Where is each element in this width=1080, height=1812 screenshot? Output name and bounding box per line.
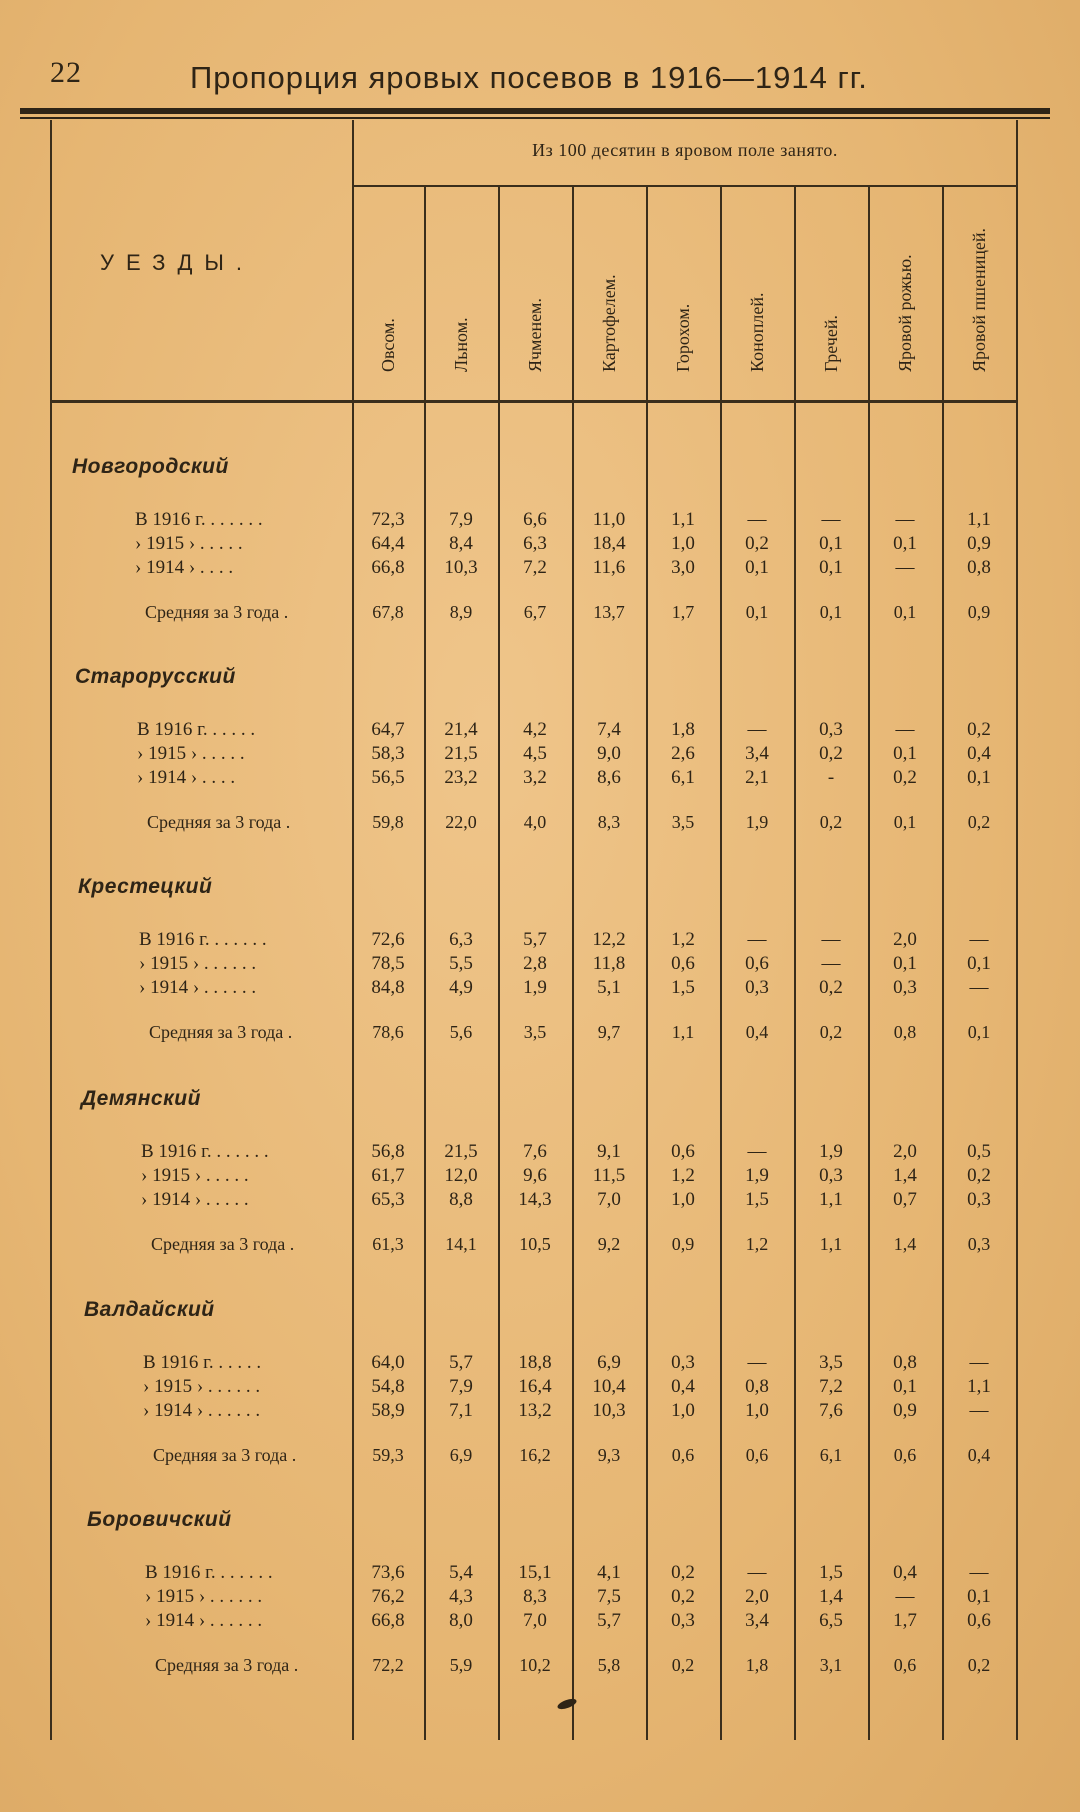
- table-cell: 0,3: [671, 1352, 695, 1373]
- table-cell: 4,5: [523, 743, 547, 764]
- table-cell: 0,1: [967, 1022, 991, 1042]
- table-cell: 0,6: [745, 1445, 769, 1465]
- year-row-label: › 1915 › . . . . . .: [143, 1376, 261, 1397]
- table-cell: 1,5: [671, 977, 695, 998]
- average-row-label: Средняя за 3 года .: [151, 1234, 295, 1254]
- group-header-rule: [352, 185, 1016, 187]
- table-cell: 1,7: [671, 602, 695, 622]
- table-cell: —: [895, 1586, 915, 1607]
- table-cell: 0,6: [671, 1141, 695, 1162]
- column-header: Льном.: [451, 317, 471, 372]
- table-cell: 1,1: [967, 509, 991, 530]
- column-header-cell: [969, 227, 989, 393]
- table-cell: 66,8: [371, 1610, 405, 1631]
- table-cell: 0,9: [671, 1234, 695, 1254]
- table-cell: 16,2: [519, 1445, 551, 1465]
- table-cell: 9,3: [597, 1445, 621, 1465]
- table-cell: 10,3: [592, 1400, 626, 1421]
- table-cell: 1,9: [523, 977, 547, 998]
- table-cell: 22,0: [445, 812, 477, 832]
- table-cell: 1,4: [893, 1234, 917, 1254]
- table-cell: —: [895, 509, 915, 530]
- table-cell: —: [821, 509, 841, 530]
- table-cell: 7,9: [449, 509, 473, 530]
- table-cell: 0,1: [893, 743, 917, 764]
- table-cell: 7,0: [597, 1189, 621, 1210]
- table-cell: 1,2: [671, 1165, 695, 1186]
- table-cell: —: [895, 557, 915, 578]
- table-cell: 5,7: [523, 929, 547, 950]
- column-header-cell: [821, 315, 841, 393]
- year-row-label: › 1914 › . . . . .: [141, 1189, 249, 1210]
- table-cell: 5,1: [597, 977, 621, 998]
- table-cell: 76,2: [371, 1586, 405, 1607]
- table-cell: 0,1: [893, 602, 917, 622]
- table-cell: 9,1: [597, 1141, 621, 1162]
- table-cell: 0,3: [893, 977, 917, 998]
- table-cell: 7,1: [449, 1400, 473, 1421]
- table-cell: 3,5: [523, 1022, 547, 1042]
- table-cell: 1,0: [745, 1400, 769, 1421]
- table-cell: 5,8: [597, 1655, 621, 1675]
- table-cell: —: [821, 929, 841, 950]
- table-cell: 1,1: [967, 1376, 991, 1397]
- table-cell: 13,2: [518, 1400, 552, 1421]
- year-row-label: › 1915 › . . . . . .: [145, 1586, 263, 1607]
- table-cell: 64,7: [371, 719, 405, 740]
- table-cell: 7,2: [523, 557, 547, 578]
- column-header-cell: [747, 292, 767, 393]
- column-header: Гречей.: [821, 315, 841, 372]
- table-cell: 8,0: [449, 1610, 473, 1631]
- table-cell: 0,4: [893, 1562, 917, 1583]
- table-cell: 0,1: [893, 812, 917, 832]
- year-row-label: › 1915 › . . . . . .: [139, 953, 257, 974]
- table-cell: 9,6: [523, 1165, 547, 1186]
- table-cell: 61,7: [371, 1165, 405, 1186]
- table-cell: 16,4: [518, 1376, 552, 1397]
- column-header: Ячменем.: [525, 298, 545, 372]
- column-header-cell: [378, 318, 398, 393]
- column-header: Горохом.: [673, 303, 693, 372]
- table-cell: 0,1: [967, 767, 991, 788]
- average-row-label: Средняя за 3 года .: [145, 602, 289, 622]
- table-cell: 0,2: [819, 977, 843, 998]
- table-cell: 6,9: [449, 1445, 473, 1465]
- table-cell: 9,7: [597, 1022, 621, 1042]
- year-row-label: › 1914 › . . . . . .: [145, 1610, 263, 1631]
- year-row-label: › 1915 › . . . . .: [137, 743, 245, 764]
- table-cell: —: [747, 929, 767, 950]
- table-cell: 3,5: [819, 1352, 843, 1373]
- table-cell: 0,8: [893, 1022, 917, 1042]
- table-cell: 0,6: [671, 953, 695, 974]
- table-cell: 7,4: [597, 719, 621, 740]
- table-cell: 7,9: [449, 1376, 473, 1397]
- group-header: Из 100 десятин в яровом поле занято.: [532, 140, 838, 160]
- table-cell: 5,4: [449, 1562, 473, 1583]
- column-header-cell: [599, 274, 619, 393]
- table-cell: 0,8: [967, 557, 991, 578]
- table-cell: 0,1: [819, 602, 843, 622]
- year-row-label: › 1914 › . . . .: [135, 557, 234, 578]
- table-cell: 0,1: [967, 1586, 991, 1607]
- table-cell: 8,6: [597, 767, 621, 788]
- table-cell: —: [969, 1352, 989, 1373]
- table-cell: 1,1: [671, 509, 695, 530]
- table-cell: 1,2: [745, 1234, 769, 1254]
- table-cell: —: [747, 719, 767, 740]
- table-cell: 6,9: [597, 1352, 621, 1373]
- table-cell: 13,7: [593, 602, 625, 622]
- table-cell: 0,2: [819, 1022, 843, 1042]
- table-cell: 6,1: [671, 767, 695, 788]
- table-cell: 0,2: [671, 1655, 695, 1675]
- table-cell: 0,2: [967, 1655, 991, 1675]
- table-cell: 58,9: [371, 1400, 405, 1421]
- average-row-label: Средняя за 3 года .: [155, 1655, 299, 1675]
- table-cell: 4,1: [597, 1562, 621, 1583]
- table-cell: 3,4: [745, 743, 769, 764]
- table-cell: 0,5: [967, 1141, 991, 1162]
- table-cell: 0,8: [893, 1352, 917, 1373]
- table-cell: 15,1: [518, 1562, 552, 1583]
- table-cell: 2,0: [745, 1586, 769, 1607]
- district-name: Демянский: [81, 1087, 201, 1110]
- table-cell: 0,1: [819, 557, 843, 578]
- table-cell: 18,8: [518, 1352, 552, 1373]
- table-cell: 18,4: [592, 533, 626, 554]
- table-cell: 1,1: [819, 1189, 843, 1210]
- table-cell: 0,3: [745, 977, 769, 998]
- table-cell: 58,3: [371, 743, 405, 764]
- table-cell: 7,6: [523, 1141, 547, 1162]
- table-cell: 7,5: [597, 1586, 621, 1607]
- year-row-label: В 1916 г. . . . . .: [143, 1352, 262, 1373]
- table-cell: 5,7: [449, 1352, 473, 1373]
- table-cell: 0,3: [967, 1234, 991, 1254]
- table-cell: 66,8: [371, 557, 405, 578]
- table-cell: 0,8: [745, 1376, 769, 1397]
- table-cell: 4,9: [449, 977, 473, 998]
- table-cell: 0,2: [967, 812, 991, 832]
- column-divider: [1016, 120, 1018, 1740]
- table-cell: 0,6: [671, 1445, 695, 1465]
- table-cell: 0,4: [967, 1445, 991, 1465]
- table-cell: 4,0: [523, 812, 547, 832]
- table-cell: 1,0: [671, 1189, 695, 1210]
- table-cell: 0,1: [893, 1376, 917, 1397]
- year-row-label: В 1916 г. . . . . .: [137, 719, 256, 740]
- table-cell: 7,2: [819, 1376, 843, 1397]
- table-cell: 9,0: [597, 743, 621, 764]
- table-cell: 0,1: [967, 953, 991, 974]
- table-cell: 1,5: [745, 1189, 769, 1210]
- table-cell: 6,3: [449, 929, 473, 950]
- table-cell: 2,1: [745, 767, 769, 788]
- table-cell: 1,9: [745, 1165, 769, 1186]
- table-cell: 14,3: [518, 1189, 552, 1210]
- table-cell: 1,4: [819, 1586, 843, 1607]
- table-cell: —: [821, 953, 841, 974]
- average-row-label: Средняя за 3 года .: [149, 1022, 293, 1042]
- table-cell: 0,1: [745, 602, 769, 622]
- table-cell: 11,0: [592, 509, 626, 530]
- table-cell: 1,0: [671, 1400, 695, 1421]
- table-cell: 72,2: [372, 1655, 404, 1675]
- table-cell: 0,2: [967, 719, 991, 740]
- table-cell: 7,0: [523, 1610, 547, 1631]
- column-header: Яровой рожью.: [895, 254, 915, 372]
- year-row-label: › 1914 › . . . .: [137, 767, 236, 788]
- table-cell: —: [895, 719, 915, 740]
- year-row-label: В 1916 г. . . . . . .: [141, 1141, 269, 1162]
- table-cell: —: [747, 1352, 767, 1373]
- column-header: Картофелем.: [599, 274, 619, 372]
- table-cell: 21,5: [444, 743, 478, 764]
- table-cell: 6,7: [523, 602, 547, 622]
- table-cell: 3,2: [523, 767, 547, 788]
- year-row-label: › 1915 › . . . . .: [135, 533, 243, 554]
- table-cell: 3,5: [671, 812, 695, 832]
- table-cell: 1,5: [819, 1562, 843, 1583]
- table-cell: 5,9: [449, 1655, 473, 1675]
- average-row-label: Средняя за 3 года .: [147, 812, 291, 832]
- table-cell: 1,9: [745, 812, 769, 832]
- table-cell: 8,9: [449, 602, 473, 622]
- table-cell: 6,3: [523, 533, 547, 554]
- table-cell: 1,8: [745, 1655, 769, 1675]
- table-cell: 78,5: [371, 953, 405, 974]
- column-header-cell: [451, 317, 471, 393]
- table-cell: 0,4: [967, 743, 991, 764]
- table-cell: 12,0: [444, 1165, 478, 1186]
- table-cell: 0,9: [967, 602, 991, 622]
- table-cell: 1,7: [893, 1610, 917, 1631]
- table-cell: 8,8: [449, 1189, 473, 1210]
- table-cell: 0,2: [671, 1562, 695, 1583]
- table-cell: 11,8: [592, 953, 626, 974]
- table-cell: 2,6: [671, 743, 695, 764]
- table-cell: 59,3: [372, 1445, 404, 1465]
- table-cell: 0,1: [893, 533, 917, 554]
- table-cell: —: [969, 929, 989, 950]
- table-cell: 10,4: [592, 1376, 626, 1397]
- table-cell: 64,4: [371, 533, 405, 554]
- table-cell: 4,2: [523, 719, 547, 740]
- table-cell: 0,6: [745, 953, 769, 974]
- table-cell: 56,8: [371, 1141, 405, 1162]
- table-cell: 0,1: [745, 557, 769, 578]
- table-cell: 10,2: [519, 1655, 551, 1675]
- table-cell: 23,2: [444, 767, 478, 788]
- table-cell: 0,2: [819, 812, 843, 832]
- table-cell: 0,3: [819, 1165, 843, 1186]
- table-cell: 0,4: [671, 1376, 695, 1397]
- year-row-label: В 1916 г. . . . . . .: [139, 929, 267, 950]
- header-rule: [20, 108, 1050, 114]
- table-cell: 1,2: [671, 929, 695, 950]
- table-cell: 0,9: [967, 533, 991, 554]
- table-cell: 5,6: [449, 1022, 473, 1042]
- table-cell: —: [969, 1400, 989, 1421]
- table-cell: 2,0: [893, 1141, 917, 1162]
- column-header: Коноплей.: [747, 292, 767, 372]
- table-cell: 14,1: [445, 1234, 477, 1254]
- table-cell: 3,0: [671, 557, 695, 578]
- table-cell: 8,4: [449, 533, 473, 554]
- year-row-label: › 1914 › . . . . . .: [139, 977, 257, 998]
- column-header-cell: [525, 298, 545, 393]
- table-cell: 0,2: [819, 743, 843, 764]
- table-cell: 72,6: [371, 929, 405, 950]
- table-cell: 6,1: [819, 1445, 843, 1465]
- table-cell: 6,5: [819, 1610, 843, 1631]
- table-cell: -: [827, 767, 835, 788]
- table-cell: 10,3: [444, 557, 478, 578]
- table-cell: 8,3: [597, 812, 621, 832]
- table-cell: 78,6: [372, 1022, 404, 1042]
- table-cell: 61,3: [372, 1234, 404, 1254]
- table-cell: 11,5: [592, 1165, 626, 1186]
- table-cell: 21,5: [444, 1141, 478, 1162]
- table-cell: 72,3: [371, 509, 405, 530]
- table-cell: 0,9: [893, 1400, 917, 1421]
- year-row-label: В 1916 г. . . . . . .: [135, 509, 263, 530]
- table-cell: 65,3: [371, 1189, 405, 1210]
- year-row-label: › 1915 › . . . . .: [141, 1165, 249, 1186]
- table-cell: 2,0: [893, 929, 917, 950]
- table-cell: 6,6: [523, 509, 547, 530]
- district-name: Новгородский: [72, 455, 229, 478]
- table-cell: 0,7: [893, 1189, 917, 1210]
- year-row-label: В 1916 г. . . . . . .: [145, 1562, 273, 1583]
- table-cell: 0,3: [967, 1189, 991, 1210]
- table-cell: 2,8: [523, 953, 547, 974]
- table-cell: 3,4: [745, 1610, 769, 1631]
- district-name: Валдайский: [84, 1298, 215, 1321]
- table-cell: 5,7: [597, 1610, 621, 1631]
- table-cell: 11,6: [592, 557, 626, 578]
- table-cell: 0,2: [671, 1586, 695, 1607]
- table-cell: 0,1: [893, 953, 917, 974]
- table-cell: 0,1: [819, 533, 843, 554]
- table-cell: 4,3: [449, 1586, 473, 1607]
- year-row-label: › 1914 › . . . . . .: [143, 1400, 261, 1421]
- table-cell: 0,3: [819, 719, 843, 740]
- table-cell: 73,6: [371, 1562, 405, 1583]
- table-cell: 1,1: [819, 1234, 843, 1254]
- table-cell: 0,2: [967, 1165, 991, 1186]
- table-cell: 67,8: [372, 602, 404, 622]
- column-header: Овсом.: [378, 318, 398, 372]
- average-row-label: Средняя за 3 года .: [153, 1445, 297, 1465]
- district-name: Крестецкий: [78, 875, 213, 898]
- table-cell: 0,2: [745, 533, 769, 554]
- table-cell: 0,2: [893, 767, 917, 788]
- table-cell: 5,5: [449, 953, 473, 974]
- table-cell: —: [969, 977, 989, 998]
- header-rule-thin: [20, 117, 1050, 119]
- table-cell: 7,6: [819, 1400, 843, 1421]
- table-cell: 59,8: [372, 812, 404, 832]
- page-number: 22: [50, 56, 82, 89]
- table-cell: 0,4: [745, 1022, 769, 1042]
- column-header: Яровой пшеницей.: [969, 227, 989, 372]
- column-header-cell: [895, 254, 915, 393]
- table-cell: 0,6: [893, 1445, 917, 1465]
- table-cell: 0,6: [967, 1610, 991, 1631]
- table-cell: —: [969, 1562, 989, 1583]
- district-name: Старорусский: [75, 665, 236, 688]
- table-cell: —: [747, 509, 767, 530]
- table-cell: 1,8: [671, 719, 695, 740]
- table-cell: —: [747, 1141, 767, 1162]
- table-cell: 64,0: [371, 1352, 405, 1373]
- table-cell: 1,9: [819, 1141, 843, 1162]
- column-header-cell: [673, 303, 693, 393]
- table-cell: 9,2: [597, 1234, 621, 1254]
- table-cell: 1,1: [671, 1022, 695, 1042]
- stub-header: УЕЗДЫ.: [100, 250, 254, 275]
- table-cell: 8,3: [523, 1586, 547, 1607]
- table-cell: 56,5: [371, 767, 405, 788]
- table-cell: 12,2: [592, 929, 626, 950]
- table-cell: 21,4: [444, 719, 478, 740]
- district-name: Боровичский: [87, 1508, 232, 1531]
- header-bottom-rule: [50, 400, 1016, 403]
- table-cell: 1,0: [671, 533, 695, 554]
- table-cell: 0,6: [893, 1655, 917, 1675]
- table-cell: 10,5: [519, 1234, 551, 1254]
- table-cell: 1,4: [893, 1165, 917, 1186]
- table-cell: 0,3: [671, 1610, 695, 1631]
- stub-border: [50, 120, 52, 1740]
- table-cell: 84,8: [371, 977, 405, 998]
- table-cell: 3,1: [819, 1655, 843, 1675]
- table-cell: —: [747, 1562, 767, 1583]
- table-cell: 54,8: [371, 1376, 405, 1397]
- page-title: Пропорция яровых посевов в 1916—1914 гг.: [190, 60, 868, 95]
